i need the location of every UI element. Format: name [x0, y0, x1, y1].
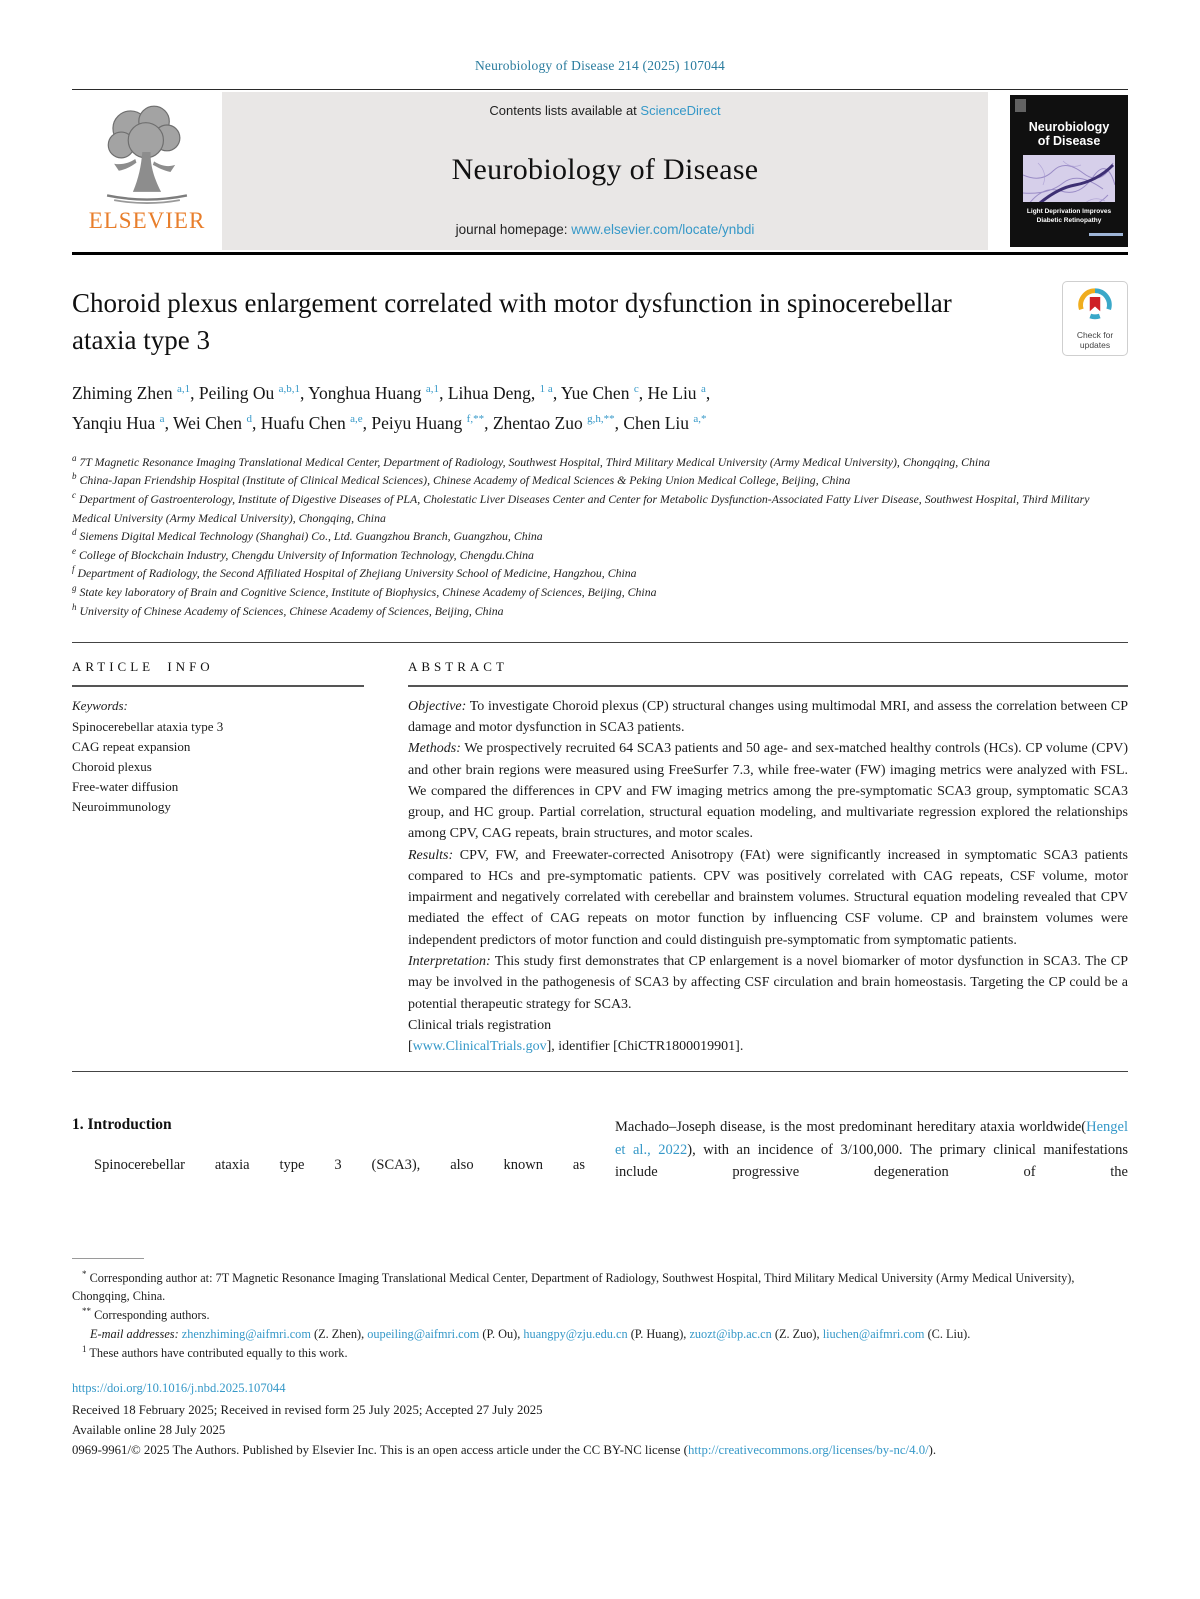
intro-left-column	[72, 1116, 585, 1183]
email-link[interactable]: oupeiling@aifmri.com	[367, 1326, 480, 1341]
elsevier-logo	[72, 92, 222, 250]
author-name: Zhentao Zuo $^{g,h,**}$,	[492, 412, 624, 433]
affiliation-sup: f	[72, 564, 75, 575]
top-rule	[72, 89, 1128, 90]
email-link[interactable]: zhenzhiming@aifmri.com	[181, 1326, 311, 1341]
affiliation-item: $^a$ 7T Magnetic Resonance Imaging Translational Medical Center, Department of Radiology, Southwest Hospital, Third Military Medical University (Army Medical University), Chongqing, China	[72, 452, 991, 469]
author-name: Yanqiu Hua $^a$,	[72, 412, 173, 433]
abstract-section-label: Objective:	[408, 698, 467, 714]
abstract-paragraph: [www.ClinicalTrials.gov], identifier [ChiCTR1800019901].	[408, 1039, 744, 1055]
affiliation-item: $^e$ College of Blockchain Industry, Chengdu University of Information Technology, Chengdu.China	[72, 545, 534, 562]
cover-artwork	[1023, 155, 1115, 202]
footnote-separator	[72, 1258, 144, 1259]
keyword-item: Free-water diffusion	[72, 779, 179, 795]
footnote-corresponding-author: * Corresponding author at: 7T Magnetic Resonance Imaging Translational Medical Center, Department of Radiology, Southwest Hospital, Third Military Medical University (Army Medical University), Chongqing, China.	[72, 1269, 1075, 1304]
intro-paragraph-right	[615, 1116, 1128, 1183]
doi-link[interactable]: https://doi.org/10.1016/j.nbd.2025.107044	[72, 1381, 286, 1396]
elsevier-tree-icon	[88, 98, 206, 206]
journal-cover-thumbnail	[1010, 95, 1128, 247]
affiliation-item: $^f$ Department of Radiology, the Second Affiliated Hospital of Zhejiang University School of Medicine, Hangzhou, China	[72, 564, 637, 581]
affiliation-sup: e	[72, 545, 76, 556]
check-for-updates-badge[interactable]	[1062, 281, 1128, 356]
author-affiliation-sup[interactable]: a,e	[350, 412, 363, 425]
footnote-equal-contribution: $^1$ These authors have contributed equally to this work.	[82, 1343, 348, 1361]
abstract-paragraph: Results: CPV, FW, and Freewater-corrected Anisotropy (FAt) were significantly increased in symptomatic SCA3 patients compared to HCs and pre-symptomatic patients. CPV was positively correlated with CAG repeats, CSF volume, motor impairment and negatively correlated with cerebellar and brainstem volumes. Structural equation modeling revealed that CPV mediated the effect of CAG repeats on motor function by influencing CSF volume. CP and brainstem volumes were independent predictors of motor function and could distinguish pre-symptomatic from symptomatic patients.	[408, 847, 1128, 948]
author-name: Zhiming Zhen $^{a,1}$,	[72, 382, 199, 403]
crossmark-icon	[1076, 312, 1114, 329]
intro-right-prefix: Machado–Joseph disease, is the most predominant hereditary ataxia worldwide(	[615, 1119, 1087, 1136]
affiliation-sup: c	[72, 490, 76, 501]
journal-name: Neurobiology of Disease	[451, 153, 759, 186]
keywords-label: Keywords:	[72, 697, 128, 713]
author-affiliation-sup[interactable]: a,1	[425, 382, 440, 395]
email-link[interactable]: zuozt@ibp.ac.cn	[689, 1326, 772, 1341]
keyword-item: Neuroimmunology	[72, 799, 171, 815]
author-name: Wei Chen $^d$,	[173, 412, 261, 433]
keyword-list	[72, 717, 364, 818]
affiliation-item: $^b$ China-Japan Friendship Hospital (Institute of Clinical Medical Sciences), Chinese Academy of Medical Sciences & Peking Union Medical College, Beijing, China	[72, 471, 851, 488]
author-name: Peiling Ou $^{a,b,1}$,	[198, 382, 309, 403]
author-name: He Liu $^a$,	[647, 382, 711, 403]
keyword-item: Choroid plexus	[72, 758, 152, 774]
homepage-prefix: journal homepage:	[455, 222, 572, 237]
abstract-paragraph: Objective: To investigate Choroid plexus (CP) structural changes using multimodal MRI, and assess the correlation between CP damage and motor dysfunction in SCA3 patients.	[408, 698, 1128, 736]
author-list	[72, 378, 1128, 438]
article-title: Choroid plexus enlargement correlated with motor dysfunction in spinocerebellar ataxia type 3	[72, 288, 952, 356]
author-affiliation-sup[interactable]: g,h,**	[587, 412, 615, 425]
affiliation-sup: g	[72, 583, 77, 594]
author-affiliation-sup[interactable]: c	[633, 382, 639, 395]
keyword-item: Spinocerebellar ataxia type 3	[72, 718, 224, 734]
abstract-section-label: Methods:	[408, 741, 461, 757]
affiliation-sup: a	[72, 452, 77, 463]
affiliation-sup: b	[72, 471, 77, 482]
affiliation-item: $^c$ Department of Gastroenterology, Institute of Digestive Diseases of PLA, Cholestatic Liver Diseases Center and Center for Metabolic Dysfunction-Associated Fatty Liver Disease, Southwest Hospital, Third Military Medical University (Army Medical University), Chongqing, China	[72, 490, 1090, 525]
intro-paragraph-left: Spinocerebellar ataxia type 3 (SCA3), also known as	[94, 1157, 585, 1174]
author-name: Chen Liu $^{a,*}$	[623, 412, 707, 433]
available-online: Available online 28 July 2025	[72, 1422, 226, 1437]
check-for-updates-label: Check for updates	[1076, 330, 1114, 350]
intro-right-column	[615, 1116, 1128, 1183]
doi-line	[72, 1379, 1128, 1398]
email-link[interactable]: liuchen@aifmri.com	[822, 1326, 925, 1341]
author-affiliation-sup[interactable]: a,*	[693, 412, 707, 425]
cover-title-line1: Neurobiology	[1028, 120, 1110, 134]
info-section-top-rule	[72, 642, 1128, 643]
cover-caption: Light Deprivation Improves Diabetic Retinopathy	[1026, 208, 1112, 224]
copyright-text: 0969-9961/© 2025 The Authors. Published by Elsevier Inc. This is an open access article under the CC BY-NC license (	[72, 1442, 688, 1457]
journal-header	[72, 92, 1128, 250]
abstract-rule	[408, 685, 1128, 687]
author-name: Lihua Deng, $^{1 a}$,	[447, 382, 561, 403]
journal-ref: Neurobiology of Disease 214 (2025) 107044	[474, 58, 726, 73]
footnotes-block	[72, 1258, 1128, 1460]
introduction-heading: 1. Introduction	[72, 1116, 172, 1134]
cover-mini-logo	[1015, 99, 1123, 117]
abstract-section-label: Interpretation:	[408, 954, 491, 969]
author-name: Huafu Chen $^{a,e}$,	[260, 412, 372, 433]
author-affiliation-sup[interactable]: d	[246, 412, 252, 425]
contents-prefix: Contents lists available at	[489, 103, 641, 118]
contents-line	[232, 103, 978, 118]
email-link[interactable]: huangpy@zju.edu.cn	[523, 1326, 628, 1341]
affiliation-list	[72, 453, 1128, 621]
affiliation-item: $^g$ State key laboratory of Brain and Cognitive Science, Institute of Biophysics, Chinese Academy of Sciences, Beijing, China	[72, 583, 657, 600]
keyword-item: CAG repeat expansion	[72, 738, 191, 754]
journal-homepage-link[interactable]: www.elsevier.com/locate/ynbdi	[571, 222, 755, 237]
affiliation-sup: h	[72, 601, 77, 612]
received-dates: Received 18 February 2025; Received in revised form 25 July 2025; Accepted 27 July 2025	[72, 1402, 543, 1417]
cover-footer	[1015, 225, 1123, 243]
author-affiliation-sup[interactable]: 1 a	[539, 382, 553, 395]
author-affiliation-sup[interactable]: a,b,1	[278, 382, 300, 395]
author-affiliation-sup[interactable]: a,1	[176, 382, 191, 395]
abstract-column	[408, 647, 1128, 1057]
homepage-line	[232, 222, 978, 237]
clinical-trials-link[interactable]: www.ClinicalTrials.gov	[412, 1039, 547, 1055]
author-affiliation-sup[interactable]: f,**	[466, 412, 485, 425]
copyright-line	[72, 1441, 1128, 1461]
footnote-corresponding-authors: ** Corresponding authors.	[82, 1306, 210, 1323]
sciencedirect-link[interactable]: ScienceDirect	[640, 103, 721, 118]
citation-link-hengel-2022[interactable]: Hengel et al., 2022	[615, 1119, 1128, 1158]
footnote-emails	[72, 1325, 1128, 1343]
abstract-body	[408, 696, 1128, 1058]
abstract-section-label: Results:	[408, 847, 454, 863]
copyright-suffix: ).	[928, 1442, 937, 1457]
journal-banner	[222, 92, 988, 250]
email-list: zhenzhiming@aifmri.com (Z. Zhen), oupeiling@aifmri.com (P. Ou), huangpy@zju.edu.cn (P. Huang), zuozt@ibp.ac.cn (Z. Zuo), liuchen@aifmri.com (C. Liu).	[181, 1326, 971, 1341]
cover-journal-title	[1015, 120, 1123, 149]
affiliation-item: $^d$ Siemens Digital Medical Technology (Shanghai) Co., Ltd. Guangzhou Branch, Guangzhou, China	[72, 527, 543, 544]
affiliation-sup: d	[72, 527, 77, 538]
email-addresses-label: E-mail addresses:	[90, 1326, 179, 1341]
abstract-paragraph: Methods: We prospectively recruited 64 SCA3 patients and 50 age- and sex-matched healthy controls (HCs). CP volume (CPV) and other brain regions were measured using FreeSurfer 7.3, while free-water (FW) imaging metrics were analyzed with FSL. We compared the differences in CPV and FW imaging metrics among the pre-symptomatic SCA3 group, symptomatic SCA3 group, and HC group. Partial correlation, structural equation modeling, and multivariate regression explored the relationships among CPV, CAG repeats, brain structures, and motor scales.	[408, 741, 1128, 842]
author-name: Peiyu Huang $^{f,**}$,	[371, 412, 493, 433]
author-name: Yue Chen $^c$,	[560, 382, 648, 403]
abstract-paragraph: Clinical trials registration	[408, 1017, 552, 1033]
author-affiliation-sup[interactable]: a	[159, 412, 165, 425]
article-info-column	[72, 647, 364, 1057]
abstract-heading: ABSTRACT	[408, 659, 508, 675]
article-info-heading: ARTICLE INFO	[72, 659, 214, 675]
cover-title-line2: of Disease	[1037, 134, 1101, 149]
elsevier-wordmark: ELSEVIER	[88, 208, 206, 233]
cc-license-link[interactable]: http://creativecommons.org/licenses/by-nc/4.0/	[687, 1442, 929, 1457]
article-info-rule	[72, 685, 364, 687]
abstract-paragraph: Interpretation: This study first demonstrates that CP enlargement is a novel biomarker of motor dysfunction in SCA3. The CP may be involved in the pathogenesis of SCA3 by affecting CSF circulation and brain homeostasis. Targeting the CP could be a potential therapeutic strategy for SCA3.	[408, 954, 1128, 1012]
header-bottom-rule	[72, 252, 1128, 255]
author-affiliation-sup[interactable]: a	[700, 382, 706, 395]
intro-right-suffix: ), with an incidence of 3/100,000. The primary clinical manifestations include progressive degeneration of the	[615, 1141, 1128, 1181]
abstract-bottom-rule	[72, 1071, 1128, 1072]
author-name: Yonghua Huang $^{a,1}$,	[308, 382, 448, 403]
affiliation-item: $^h$ University of Chinese Academy of Sciences, Chinese Academy of Sciences, Beijing, China	[72, 601, 504, 618]
